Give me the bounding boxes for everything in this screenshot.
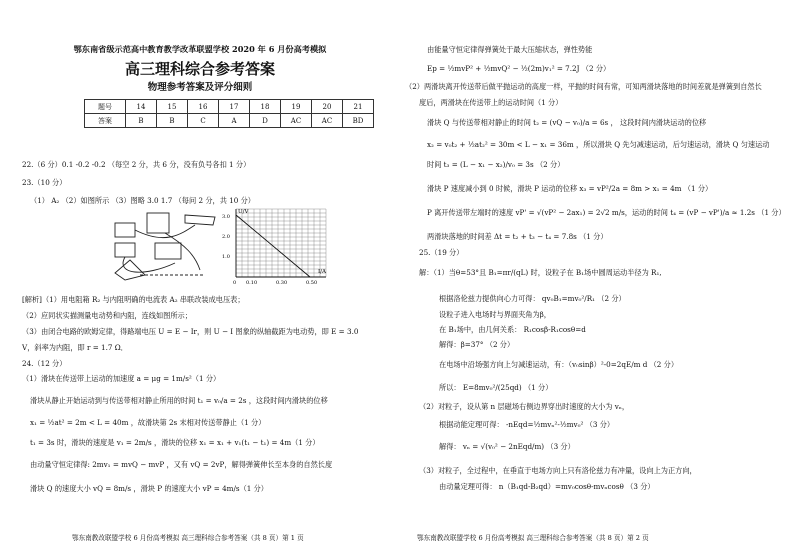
table-row xyxy=(85,114,374,128)
answer-line: 解得： vₙ = √(v₀² − 2nEqd/m) （3 分） xyxy=(439,442,575,451)
answer-line: 时间 t₃ = (L − x₁ − x₂)/v₀ = 3s （2 分） xyxy=(427,160,565,169)
analysis-line: （2）应同状实描测量电动势和内阻，连线如图所示； xyxy=(22,311,192,320)
table-cell: 17 xyxy=(219,100,250,114)
answer-line: 根据洛伦兹力提供向心力可得： qv₀B₁=mv₀²/R₁ （2 分） xyxy=(439,294,626,303)
answer-line: 滑块 Q 与传送带相对静止的时间 t₂ = (vQ − v₀)/a = 6s ， 这段时间内滑块运动的位移 xyxy=(427,118,707,127)
page-footer: 鄂东南教改联盟学校 6 月份高考模拟 高三理科综合参考答案（共 8 页）第 1 页 xyxy=(72,534,304,542)
answer-line: 在电场中沿场强方向上匀减速运动，有：（v₀sinβ）²-0=2qE/m d （2 分） xyxy=(439,360,679,369)
q24-heading: 24.（12 分） xyxy=(22,359,67,368)
q24-line: t₁ = 3s 时，滑块的速度是 v₁ = 2m/s ，滑块的位移 x₁ = x₁ + v₁(t₁ − t₁) = 4m（1 分） xyxy=(30,438,320,447)
answer-line: Ep = ½mvP² + ½mvQ² − ½(2m)v₁² = 7.2J （2 分） xyxy=(427,64,611,73)
analysis-line: [解析]（1）用电阻箱 R₂ 与内阻明确的电流表 A₂ 串联改装成电压表； xyxy=(22,295,245,304)
answer-line: P 离开传送带左端时的速度 vP' = √(vP² − 2ax₁) = 2√2 m/s，运动的时间 t₄ = (vP − vP')/a ≈ 1.2s （1 分） xyxy=(427,208,786,217)
answer-line: 度后，两滑块在传送带上的运动时间（1 分） xyxy=(419,98,563,107)
meter-box xyxy=(147,213,169,233)
circuit-diagram xyxy=(85,205,220,285)
page-subtitle: 物理参考答案及评分细则 xyxy=(147,82,253,93)
right-page xyxy=(397,0,794,550)
q23-answer: （1） A₂ （2）如图所示 （3）图略 3.0 1.7 （每问 2 分，共 10 分） xyxy=(30,196,255,205)
answer-line: 解得：β=37° （2 分） xyxy=(439,340,515,349)
answer-line: （2）两滑块离开传送带后做平抛运动的高度一样，平抛的时间有常，可知两滑块落地的时间差就是弹簧到自然长 xyxy=(405,82,762,91)
table-cell: 19 xyxy=(281,100,312,114)
meter-box xyxy=(155,243,181,259)
q22-answer: 22.（6 分）0.1 -0.2 -0.2 （每空 2 分，共 6 分，没有负号各扣 1 分） xyxy=(22,160,251,169)
table-cell: AC xyxy=(312,114,343,128)
answer-line: 在 B₁场中，由几何关系： R₁cosβ-R₁cosθ=d xyxy=(439,325,586,334)
answer-line: 滑块 P 速度减小到 0 时候，滑块 P 运动的位移 x₃ = vP²/2a = 8m > x₁ = 4m （1 分） xyxy=(427,184,713,193)
table-cell: 18 xyxy=(250,100,281,114)
x-tick-label: 0 xyxy=(233,280,237,286)
answer-line: 由能量守恒定律得弹簧处于最大压缩状态，弹性势能 xyxy=(427,45,593,54)
y-tick-label: 2.0 xyxy=(222,234,230,240)
answer-line: 解：（1）当θ=53°且 B₁=πr/(qL) 时，设粒子在 B₁场中圆周运动半径为 R₁, xyxy=(419,268,662,277)
q24-line: 滑块 Q 的速度大小 vQ = 8m/s ，滑块 P 的速度大小 vP = 4m/s（1 分） xyxy=(30,484,268,493)
q24-line: 由动量守恒定律得: 2mv₁ = mvQ − mvP ，又有 vQ = 2vP，解得弹簧伸长至本身的自然长度 xyxy=(30,460,333,469)
table-cell: BD xyxy=(343,114,374,128)
table-cell: A xyxy=(219,114,250,128)
page-footer: 鄂东南教改联盟学校 6 月份高考模拟 高三理科综合参考答案（共 8 页）第 2 页 xyxy=(417,534,649,542)
answer-line: （3）对粒子，全过程中，在垂直于电场方向上只有洛伦兹力有冲量，设向上为正方向， xyxy=(419,466,697,475)
x-tick-label: 0.10 xyxy=(246,280,258,286)
meter-box xyxy=(115,223,135,237)
table-cell: 答案 xyxy=(85,114,126,128)
table-cell: B xyxy=(157,114,188,128)
answer-line: 由动量定理可得： n（B₁qd-B₂qd）=mv₀cosθ-mvₙcosθ （3 分） xyxy=(439,482,655,491)
page-title: 高三理科综合参考答案 xyxy=(124,60,275,78)
table-cell: AC xyxy=(281,114,312,128)
x-axis-label: I/A xyxy=(318,269,326,275)
x-tick-label: 0.50 xyxy=(306,280,318,286)
table-cell: C xyxy=(188,114,219,128)
meter-box xyxy=(115,243,135,257)
answer-line: 根据动能定理可得： -nEqd=½mvₙ²-½mv₀² （3 分） xyxy=(439,420,615,429)
answer-line: （2）对粒子，设从第 n 层磁场右侧边界穿出时速度的大小为 vₙ， xyxy=(419,402,630,411)
analysis-line: （3）由闭合电路的欧姆定律，得路端电压 U = E − Ir，则 U − I 图象的纵轴截距为电动势，即 E = 3.0 xyxy=(22,327,359,336)
y-tick-label: 1.0 xyxy=(222,254,230,260)
q24-line: （1）滑块在传送带上运动的加速度 a = μg = 1m/s²（1 分） xyxy=(22,374,221,383)
table-cell: 21 xyxy=(343,100,374,114)
table-cell: 题号 xyxy=(85,100,126,114)
table-cell: 16 xyxy=(188,100,219,114)
answer-line: 所以： E=8mv₀²/(25qd) （1 分） xyxy=(439,383,553,392)
table-cell: 14 xyxy=(126,100,157,114)
y-tick-label: 3.0 xyxy=(222,214,230,220)
q24-line: 滑块从静止开始运动到与传送带相对静止所用的时间 t₁ = v₀/a = 2s ，这段时间内滑块的位移 xyxy=(30,396,328,405)
table-cell: B xyxy=(126,114,157,128)
answer-table xyxy=(84,99,374,128)
fit-line xyxy=(236,215,310,277)
q25-heading: 25.（19 分） xyxy=(419,248,464,257)
x-tick-label: 0.30 xyxy=(276,280,288,286)
answer-line: 两滑块落地的时间差 Δt = t₂ + t₃ − t₄ = 7.8s （1 分） xyxy=(427,232,608,241)
table-cell: 15 xyxy=(157,100,188,114)
y-axis-label: U/V xyxy=(238,209,249,215)
q23-heading: 23.（10 分） xyxy=(22,178,67,187)
answer-line: x₂ = v₀t₂ + ½at₂² = 30m < L − x₁ = 36m ，所以滑块 Q 先匀减速运动，后匀速运动，滑块 Q 匀速运动 xyxy=(427,140,770,149)
ui-graph xyxy=(218,205,330,287)
table-cell: D xyxy=(250,114,281,128)
table-cell: 20 xyxy=(312,100,343,114)
analysis-line: V，斜率为内阻，即 r = 1.7 Ω． xyxy=(22,343,128,352)
header-line: 鄂东南省级示范高中教育教学改革联盟学校 2020 年 6 月份高考模拟 xyxy=(73,44,327,54)
q24-line: x₁ = ½at² = 2m < L = 40m ，故滑块第 2s 末相对传送带静止（1 分） xyxy=(30,418,266,427)
answer-line: 设粒子进入电场时与界面夹角为β， xyxy=(439,310,551,319)
table-row xyxy=(85,100,374,114)
